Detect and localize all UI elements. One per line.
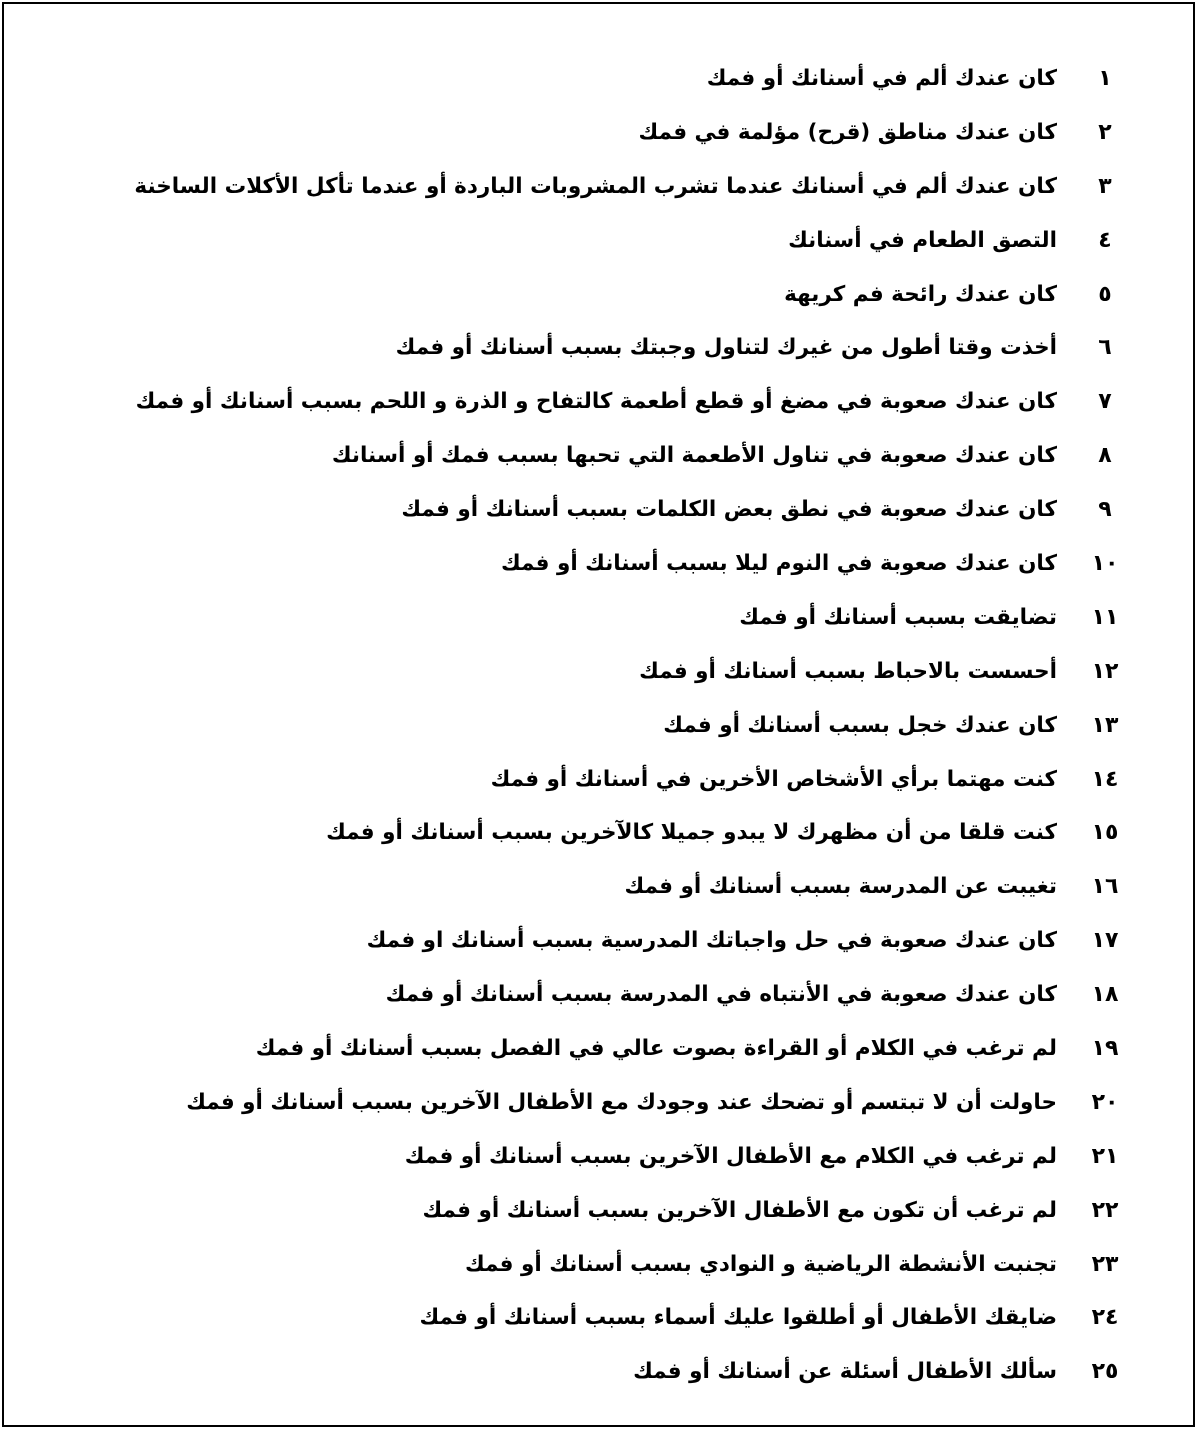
- question-number: ٢٠: [1091, 1089, 1119, 1115]
- question-row: [4, 1242, 1193, 1296]
- question-number: ١٢: [1091, 658, 1119, 684]
- question-text: كان عندك صعوبة في الأنتباه في المدرسة بسبب أسنانك أو فمك: [385, 982, 1057, 1008]
- question-number: ١٤: [1091, 766, 1119, 792]
- question-row: [4, 164, 1193, 218]
- question-row: [4, 110, 1193, 164]
- question-row: [4, 757, 1193, 811]
- question-number: ١٠: [1091, 551, 1119, 577]
- question-text: ضايقك الأطفال أو أطلقوا عليك أسماء بسبب أسنانك أو فمك: [419, 1305, 1057, 1331]
- question-text: التصق الطعام في أسنانك: [788, 227, 1057, 253]
- question-number: ١١: [1091, 604, 1119, 630]
- question-text: كنت قلقا من أن مظهرك لا يبدو جميلا كالآخرين بسبب أسنانك أو فمك: [326, 820, 1057, 846]
- question-text: تجنبت الأنشطة الرياضية و النوادي بسبب أسنانك أو فمك: [465, 1251, 1057, 1277]
- question-text: لم ترغب أن تكون مع الأطفال الآخرين بسبب أسنانك أو فمك: [422, 1197, 1057, 1223]
- question-number: ٢٣: [1091, 1251, 1119, 1277]
- question-row: [4, 1134, 1193, 1188]
- question-number: ٢: [1098, 119, 1112, 145]
- question-number: ٩: [1098, 497, 1112, 523]
- questionnaire-frame: [2, 2, 1195, 1427]
- question-number: ٢٥: [1091, 1359, 1119, 1385]
- question-row: [4, 218, 1193, 272]
- question-text: أخذت وقتا أطول من غيرك لتناول وجبتك بسبب أسنانك أو فمك: [395, 335, 1057, 361]
- question-row: [4, 541, 1193, 595]
- question-number: ٢١: [1091, 1143, 1119, 1169]
- question-text: كان عندك خجل بسبب أسنانك أو فمك: [663, 712, 1057, 738]
- question-number: ٢٢: [1091, 1197, 1119, 1223]
- question-text: كان عندك ألم في أسنانك عندما تشرب المشروبات الباردة أو عندما تأكل الأكلات الساخنة: [134, 173, 1057, 199]
- question-number: ٤: [1098, 227, 1112, 253]
- question-text: سألك الأطفال أسئلة عن أسنانك أو فمك: [633, 1359, 1057, 1385]
- question-text: حاولت أن لا تبتسم أو تضحك عند وجودك مع الأطفال الآخرين بسبب أسنانك أو فمك: [186, 1089, 1057, 1115]
- question-text: كنت مهتما برأي الأشخاص الأخرين في أسنانك أو فمك: [490, 766, 1057, 792]
- question-number: ٨: [1098, 443, 1112, 469]
- question-number: ٦: [1098, 335, 1112, 361]
- question-number: ٧: [1098, 389, 1112, 415]
- question-text: كان عندك صعوبة في مضغ أو قطع أطعمة كالتفاح و الذرة و اللحم بسبب أسنانك أو فمك: [135, 389, 1057, 415]
- question-number: ١٦: [1091, 874, 1119, 900]
- question-number: ١٨: [1091, 982, 1119, 1008]
- question-row: [4, 1349, 1193, 1403]
- question-text: كان عندك رائحة فم كريهة: [784, 281, 1057, 307]
- question-number: ٣: [1098, 173, 1112, 199]
- question-text: كان عندك صعوبة في تناول الأطعمة التي تحبها بسبب فمك أو أسنانك: [331, 443, 1057, 469]
- question-row: [4, 864, 1193, 918]
- question-row: [4, 703, 1193, 757]
- question-row: [4, 487, 1193, 541]
- question-row: [4, 810, 1193, 864]
- question-row: [4, 972, 1193, 1026]
- question-text: كان عندك مناطق (قرح) مؤلمة في فمك: [638, 119, 1057, 145]
- question-text: أحسست بالاحباط بسبب أسنانك أو فمك: [639, 658, 1057, 684]
- question-row: [4, 325, 1193, 379]
- question-number: ٥: [1098, 281, 1112, 307]
- question-row: [4, 56, 1193, 110]
- question-text: تضايقت بسبب أسنانك أو فمك: [739, 604, 1057, 630]
- question-row: [4, 595, 1193, 649]
- question-text: كان عندك صعوبة في النوم ليلا بسبب أسنانك أو فمك: [500, 551, 1057, 577]
- question-text: كان عندك صعوبة في نطق بعض الكلمات بسبب أسنانك أو فمك: [401, 497, 1057, 523]
- question-row: [4, 379, 1193, 433]
- question-row: [4, 1080, 1193, 1134]
- question-row: [4, 1188, 1193, 1242]
- question-number: ١٥: [1091, 820, 1119, 846]
- question-text: كان عندك صعوبة في حل واجباتك المدرسية بسبب أسنانك او فمك: [366, 928, 1057, 954]
- question-text: كان عندك ألم في أسنانك أو فمك: [706, 66, 1057, 91]
- question-text: تغيبت عن المدرسة بسبب أسنانك أو فمك: [624, 874, 1057, 900]
- question-number: ١٣: [1091, 712, 1119, 738]
- question-number: ١: [1098, 66, 1112, 91]
- question-list: [4, 56, 1193, 1403]
- question-number: ١٩: [1091, 1036, 1119, 1062]
- question-row: [4, 649, 1193, 703]
- question-row: [4, 1026, 1193, 1080]
- question-number: ١٧: [1091, 928, 1119, 954]
- question-row: [4, 433, 1193, 487]
- question-number: ٢٤: [1091, 1305, 1119, 1331]
- question-row: [4, 918, 1193, 972]
- question-row: [4, 1295, 1193, 1349]
- question-text: لم ترغب في الكلام أو القراءة بصوت عالي في الفصل بسبب أسنانك أو فمك: [255, 1036, 1057, 1062]
- question-text: لم ترغب في الكلام مع الأطفال الآخرين بسبب أسنانك أو فمك: [404, 1143, 1057, 1169]
- question-row: [4, 272, 1193, 326]
